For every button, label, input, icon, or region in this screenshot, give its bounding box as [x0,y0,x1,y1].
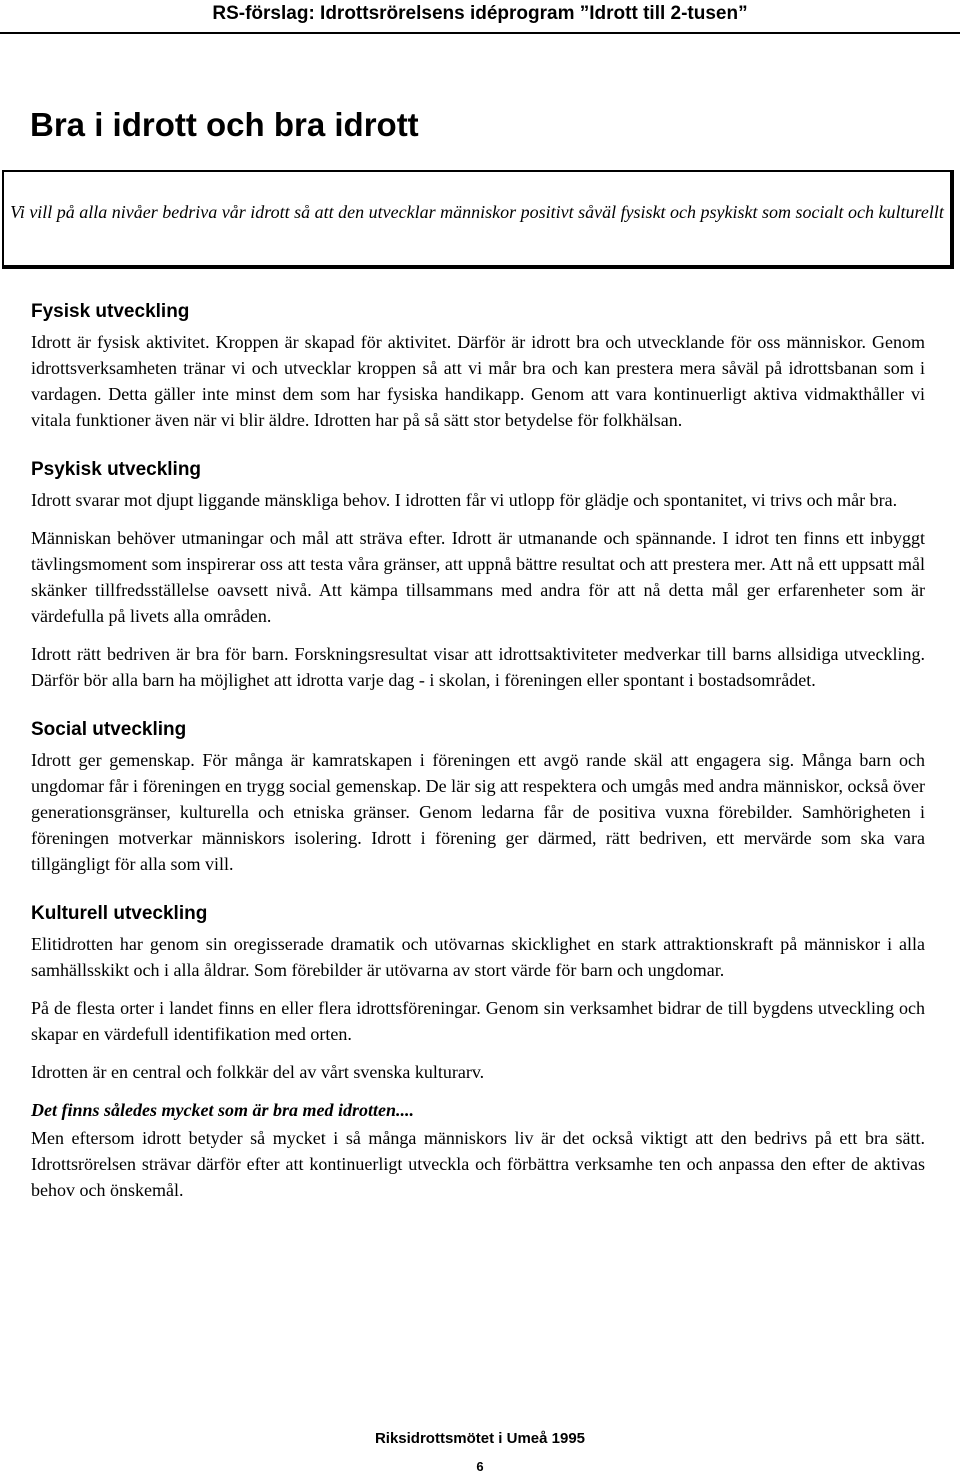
section-heading-physical: Fysisk utveckling [31,301,190,322]
paragraph-cultural-3: Idrotten är en central och folkkär del av vårt svenska kulturarv. [31,1062,485,1082]
paragraph-psychological-2: Människan behöver utmaningar och mål att sträva efter. Idrott är utmanande och spännande. I idrot ten finns ett inbyggt tävlingsmoment som inspirerar oss att testa våra gränser, att uppnå bättre resultat och att prestera mer. Att nå ett uppsatt mål skänker tillfredsställelse oavsett nivå. Att kämpa tillsammans med andra för att nå detta mål ger erfarenheter som är värdefulla på livets alla områden. [31,528,925,626]
section-heading-psychological: Psykisk utveckling [31,459,202,480]
page-number: 6 [476,1459,484,1474]
paragraph-psychological-3: Idrott rätt bedriven är bra för barn. Forskningsresultat visar att idrottsaktiviteter medverkar till barns allsidiga utveckling. Därför bör alla barn ha möjlighet att idrotta varje dag - i skolan, i föreningen eller spontant i bostadsområdet. [31,644,925,690]
intro-box [2,170,954,269]
header-divider [0,32,960,34]
paragraph-psychological-1: Idrott svarar mot djupt liggande mänskliga behov. I idrotten får vi utlopp för glädje och spontanitet, vi trivs och mår bra. [31,490,898,510]
intro-text: Vi vill på alla nivåer bedriva vår idrott så att den utvecklar människor positivt såväl fysiskt och psykiskt som socialt och kulturellt [10,202,944,222]
page-title: Bra i idrott och bra idrott [30,106,419,143]
emphasis-statement: Det finns således mycket som är bra med idrotten.... [31,1100,414,1120]
paragraph-closing: Men eftersom idrott betyder så mycket i så många människors liv är det också viktigt att den bedrivs på ett bra sätt. Idrottsrörelsen strävar därför efter att kontinuerligt utveckla och förbättra verksamhe ten och anpassa den efter de aktivas behov och önskemål. [31,1128,925,1200]
paragraph-physical-1: Idrott är fysisk aktivitet. Kroppen är skapad för aktivitet. Därför är idrott bra och utvecklande för oss människor. Genom idrottsverksamheten tränar vi och utvecklar kroppen så att vi mår bra och kan prestera mera såväl på idrottsbanan som i vardagen. Detta gäller inte minst dem som har fysiska handikapp. Genom att vara kontinuerligt aktiva vidmakthåller vi vitala funktioner även när vi blir äldre. Idrotten har på så sätt stor betydelse för folkhälsan. [31,332,925,430]
paragraph-social-1: Idrott ger gemenskap. För många är kamratskapen i föreningen ett avgö rande skäl att engagera sig. Många barn och ungdomar får i föreningen en trygg social gemenskap. De lär sig att respektera och umgås med andra människor, också över generationsgränser, kulturella och etniska gränser. Genom ledarna får de positiva vuxna förebilder. Samhörigheten i föreningen motverkar människors isolering. Idrott i förening ger därmed, rätt bedriven, ett mervärde som ska vara tillgängligt för alla som vill. [31,750,925,874]
paragraph-cultural-2: På de flesta orter i landet finns en eller flera idrottsföreningar. Genom sin verksamhet bidrar de till bygdens utveckling och skapar en värdefull identifikation med orten. [31,998,925,1044]
section-heading-social: Social utveckling [31,719,187,740]
section-heading-cultural: Kulturell utveckling [31,903,208,924]
document-header-title: RS-förslag: Idrottsrörelsens idéprogram ”Idrott till 2-tusen” [212,3,748,24]
footer-text: Riksidrottsmötet i Umeå 1995 [374,1430,586,1447]
paragraph-cultural-1: Elitidrotten har genom sin oregisserade dramatik och utövarnas skicklighet en stark attraktionskraft på människor i alla samhällsskikt och i alla åldrar. Som förebilder är utövarna av stort värde för barn och ungdomar. [31,934,925,980]
document-body [31,298,925,1203]
